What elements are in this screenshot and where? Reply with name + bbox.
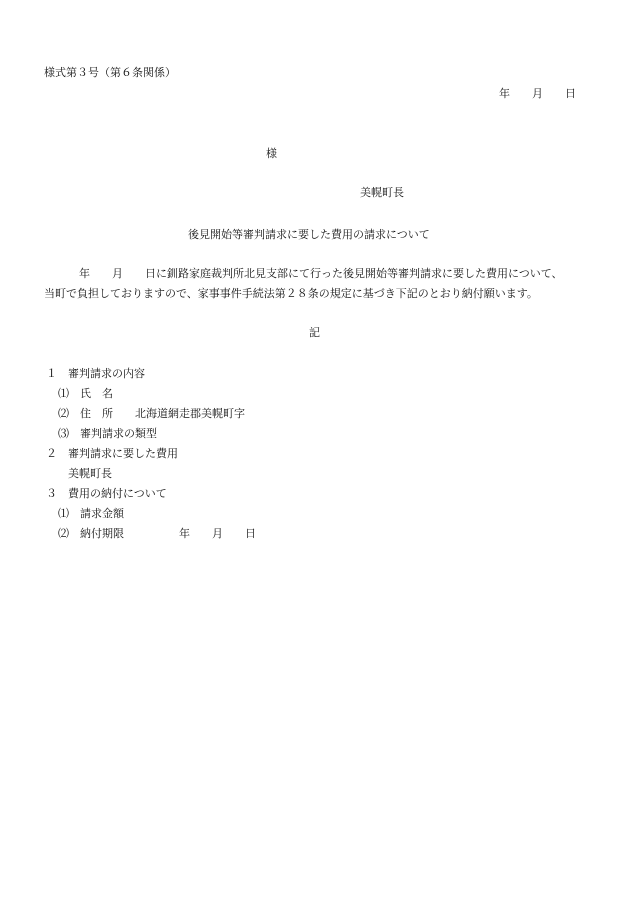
item-address: ⑵ 住 所 北海道網走郡美幌町字 [58,407,245,420]
item-request-type: ⑶ 審判請求の類型 [58,427,157,440]
item-name: ⑴ 氏 名 [58,387,113,400]
ki-heading: 記 [309,326,320,339]
issuer: 美幌町長 [360,186,404,199]
section-3-heading: ３ 費用の納付について [46,487,167,500]
date-line: 年 月 日 [499,87,576,100]
document-title: 後見開始等審判請求に要した費用の請求について [188,228,430,241]
addressee: 様 [266,147,277,160]
form-number: 様式第３号（第６条関係） [44,66,176,79]
item-due-date: ⑵ 納付期限 年 月 日 [58,527,256,540]
item-amount: ⑴ 請求金額 [58,507,124,520]
body-line-2: 当町で負担しておりますので、家事事件手続法第２８条の規定に基づき下記のとおり納付願います。 [44,287,538,300]
section-1-heading: １ 審判請求の内容 [46,367,145,380]
body-line-1: 年 月 日に釧路家庭裁判所北見支部にて行った後見開始等審判請求に要した費用について、 [79,267,563,280]
section-2-heading: ２ 審判請求に要した費用 [46,447,178,460]
section-2-payer: 美幌町長 [68,467,112,480]
